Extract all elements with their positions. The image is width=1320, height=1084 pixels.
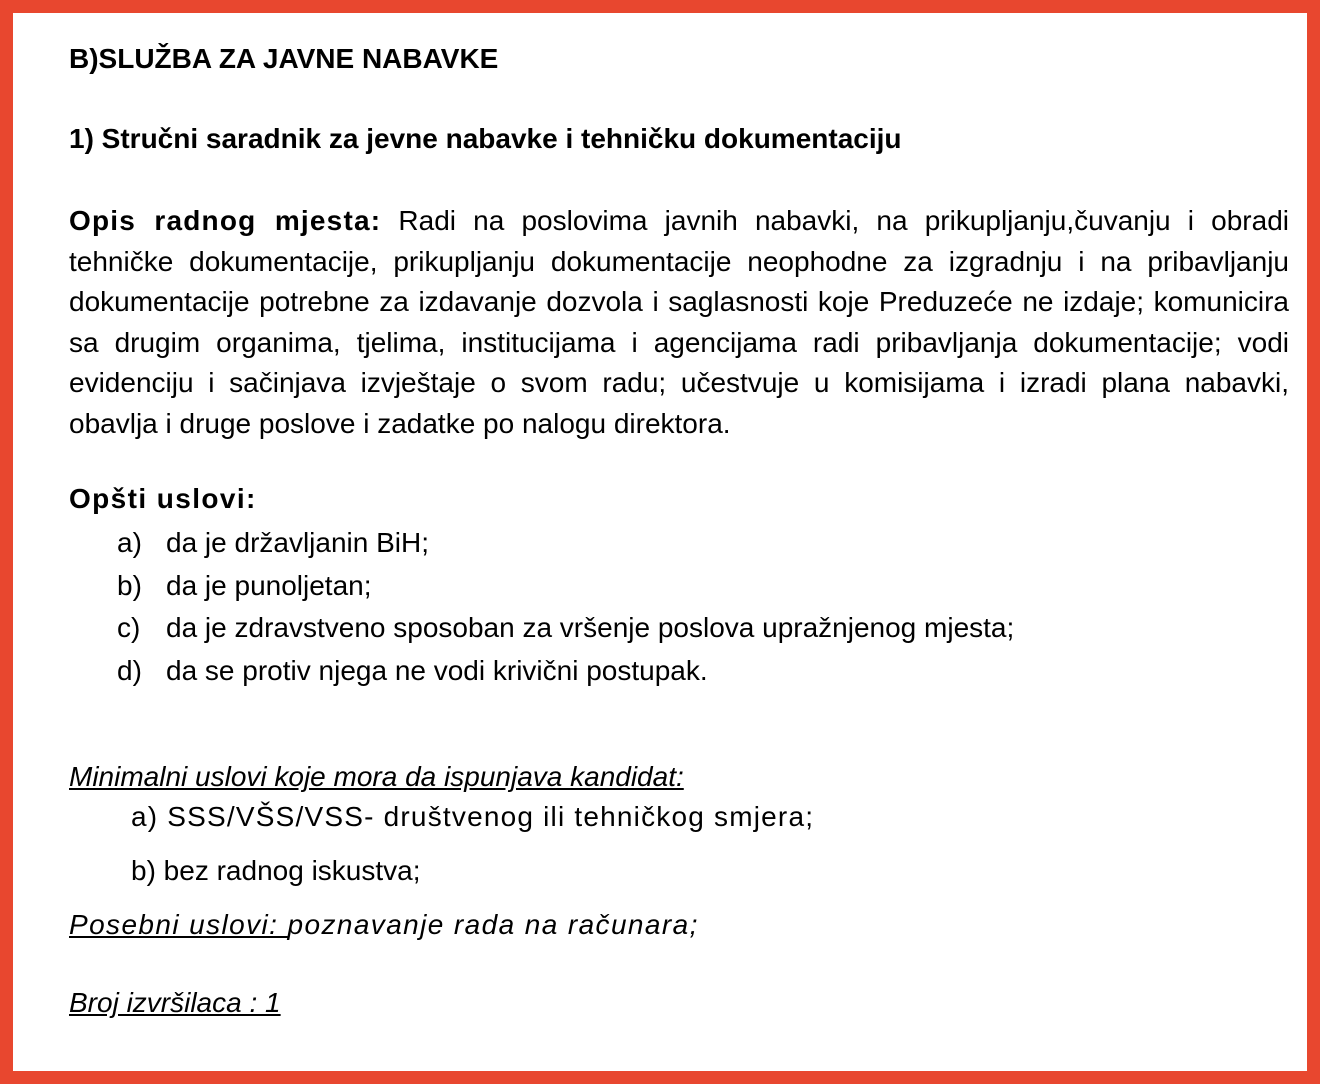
list-marker: c) — [117, 612, 141, 643]
job-description-text: Radi na poslovima javnih nabavki, na prikupljanju,čuvanju i obradi tehničke dokumentacije, prikupljanju dokumentacije neophodne za izgradnju i na pribavljanju dokumentacije potrebne za izdavanje dozvola i saglasnosti koje Preduzeće ne izdaje; komunicira sa drugim organima, tjelima, institucijama i agencijama radi pribavljanja dokumentacije; vodi evidenciju i sačinjava izvještaje o svom radu; učestvuje u komisijama i izradi plana nabavki, obavlja i druge poslove i zadatke po nalogu direktora. — [69, 205, 1289, 439]
position-title: 1) Stručni saradnik za jevne nabavke i tehničku dokumentaciju — [69, 123, 902, 154]
job-description-label: Opis radnog mjesta: — [69, 205, 382, 236]
list-marker: d) — [117, 654, 142, 686]
list-marker: a) — [117, 527, 142, 558]
list-marker: b) — [117, 569, 142, 601]
general-conditions-title: Opšti uslovi: — [69, 483, 257, 514]
minimal-condition-experience: b) bez radnog iskustva; — [131, 855, 421, 886]
job-description — [69, 201, 1289, 444]
section-title: B)SLUŽBA ZA JAVNE NABAVKE — [69, 43, 499, 74]
minimal-condition-education: a) SSS/VŠS/VSS- društvenog ili tehničkog smjera; — [131, 801, 815, 832]
list-item-text: da je državljanin BiH; — [166, 527, 430, 558]
special-conditions-text: poznavanje rada na računara; — [287, 909, 699, 940]
number-of-workers: Broj izvršilaca : 1 — [69, 987, 281, 1018]
list-item-text: da je zdravstveno sposoban za vršenje poslova upražnjenog mjesta; — [166, 612, 1015, 643]
list-item-text: da je punoljetan; — [166, 569, 372, 601]
list-item — [117, 650, 1289, 693]
document-content — [69, 41, 1289, 1021]
special-conditions-label: Posebni uslovi: — [69, 909, 288, 940]
list-item-text: da se protiv njega ne vodi krivični postupak. — [166, 654, 708, 686]
list-item — [117, 607, 1289, 650]
list-item — [117, 522, 1289, 565]
minimal-conditions-title: Minimalni uslovi koje mora da ispunjava kandidat: — [69, 761, 684, 792]
list-item — [117, 565, 1289, 608]
special-conditions — [69, 907, 1289, 943]
general-conditions-list — [117, 522, 1289, 692]
